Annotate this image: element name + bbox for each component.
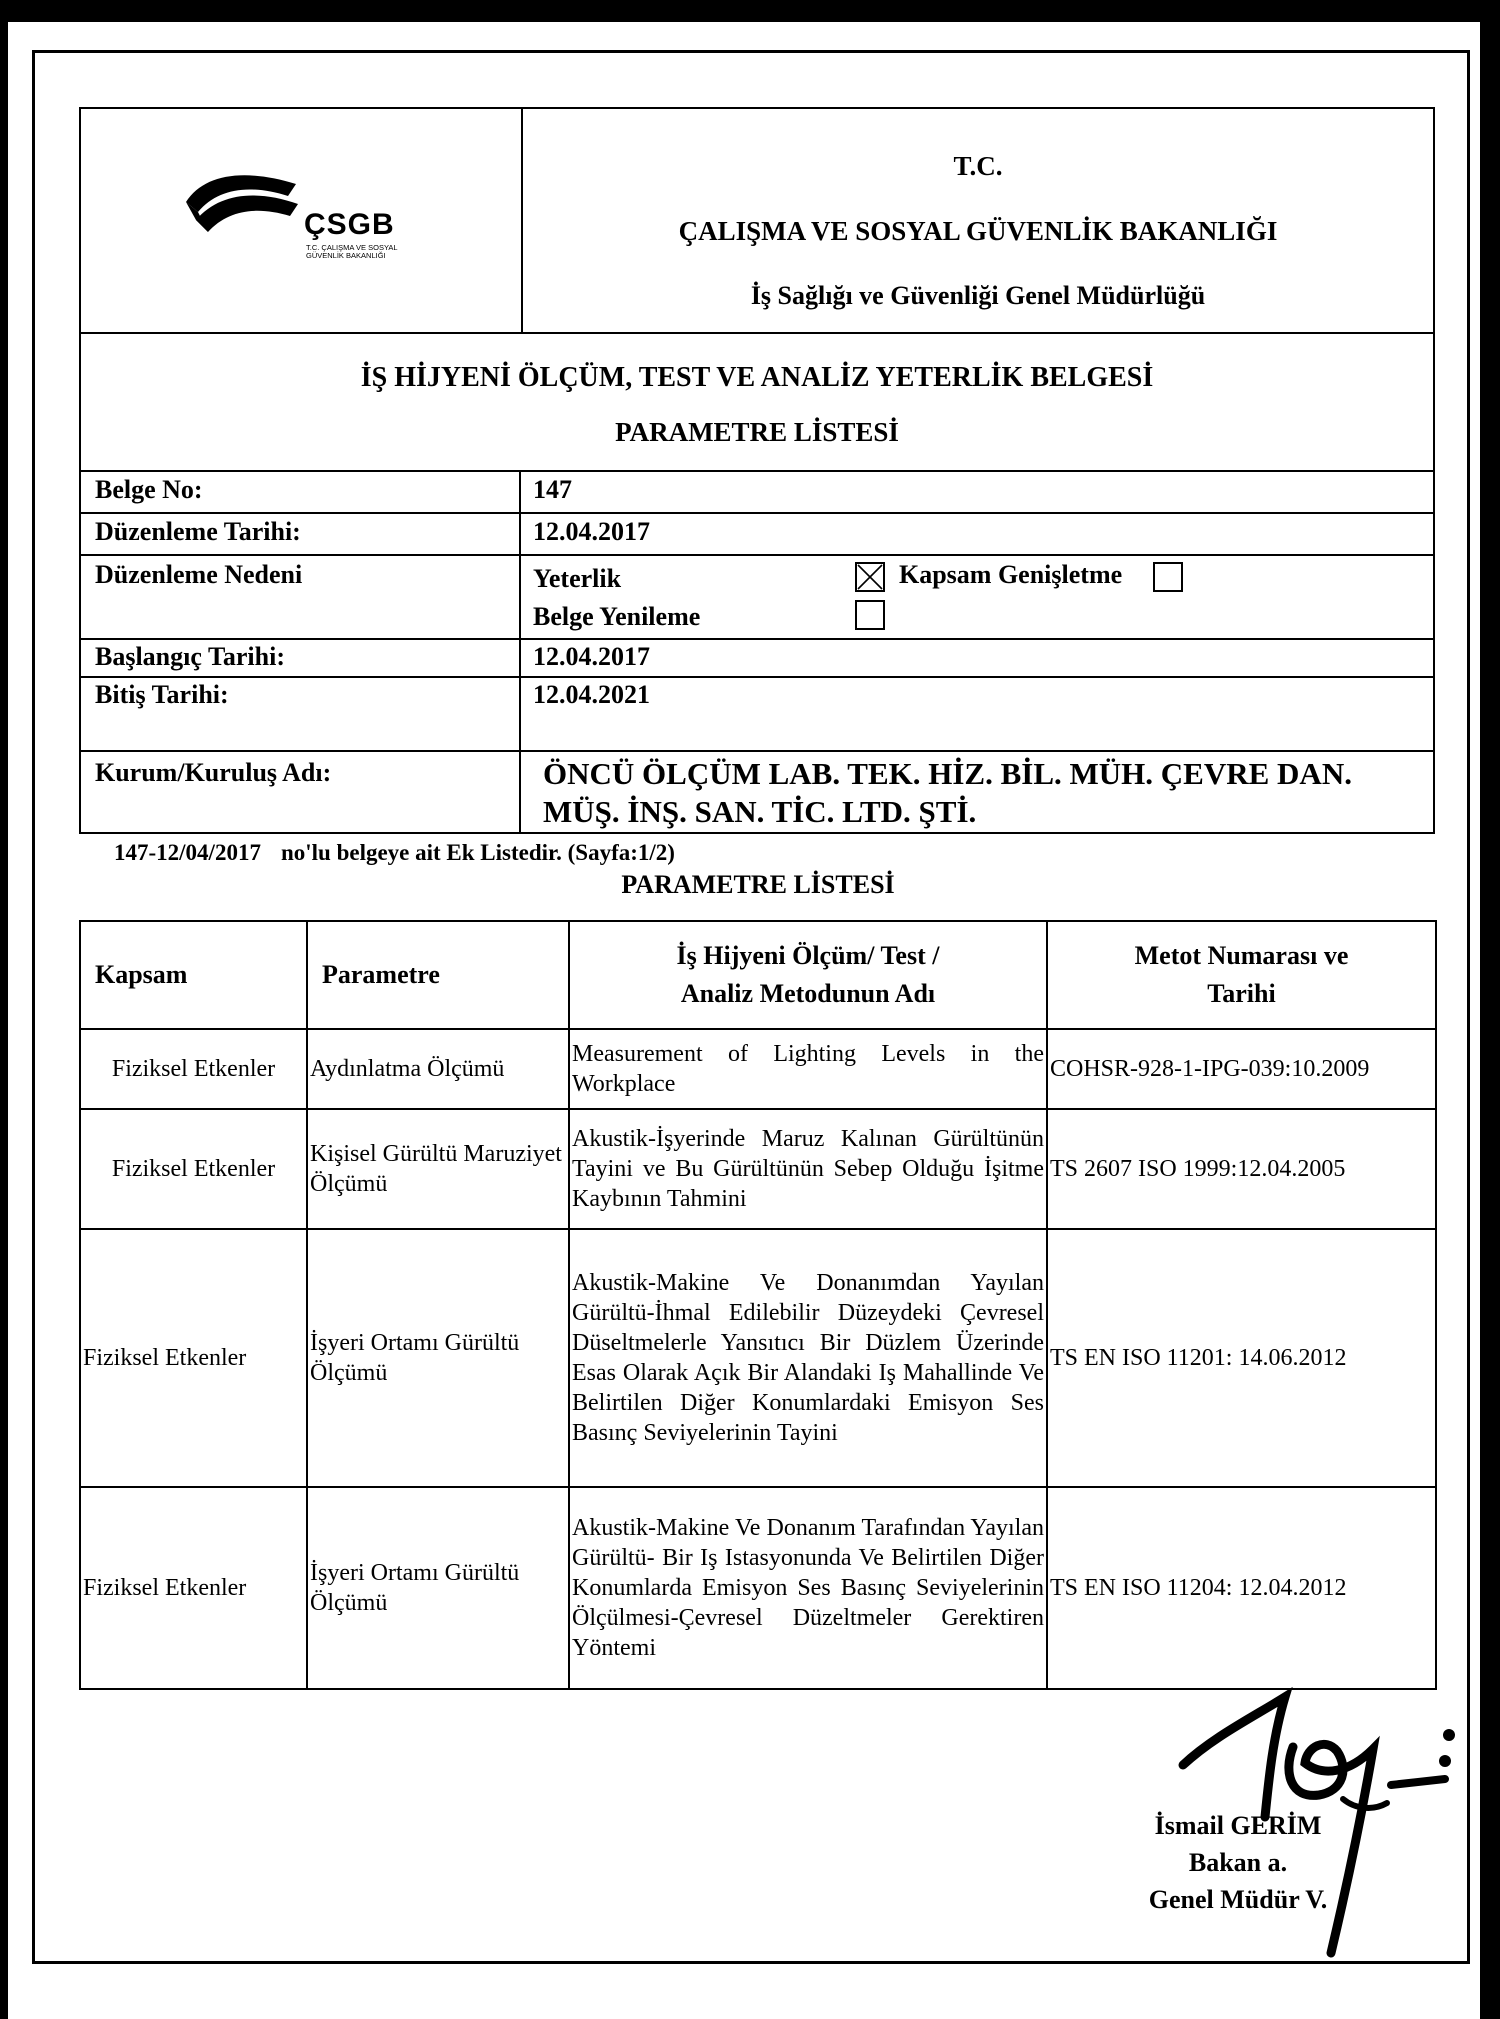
cell-parametre: İşyeri Ortamı Gürültü Ölçümü — [307, 1487, 569, 1689]
cell-kapsam: Fiziksel Etkenler — [80, 1029, 307, 1109]
checkbox-yeterlik — [855, 562, 885, 592]
row-baslangic — [81, 640, 1433, 678]
header-metot-line-1: İş Hijyeni Ölçüm/ Test / — [676, 941, 940, 970]
baslangic-label: Başlangıç Tarihi: — [81, 640, 521, 676]
header-metot-line-2: Analiz Metodunun Adı — [680, 979, 936, 1008]
header-parametre: Parametre — [307, 921, 569, 1029]
cell-kapsam: Fiziksel Etkenler — [80, 1229, 307, 1487]
annex-title: PARAMETRE LİSTESİ — [621, 870, 895, 899]
bitis-label: Bitiş Tarihi: — [81, 678, 521, 750]
row-bitis — [81, 678, 1433, 752]
baslangic-value: 12.04.2017 — [533, 642, 650, 671]
duzenleme-tarihi-label: Düzenleme Tarihi: — [81, 514, 521, 554]
cell-numara: COHSR-928-1-IPG-039:10.2009 — [1047, 1029, 1436, 1109]
annex-ref-number: 147-12/04/2017 — [114, 840, 261, 865]
row-duzenleme-tarihi — [81, 514, 1433, 556]
kurum-label: Kurum/Kuruluş Adı: — [81, 752, 521, 832]
duzenleme-tarihi-value: 12.04.2017 — [533, 517, 650, 546]
ministry-line-2: ÇALIŞMA VE SOSYAL GÜVENLİK BAKANLIĞI — [678, 216, 1278, 246]
header-numara-line-1: Metot Numarası ve — [1134, 941, 1349, 970]
table-row — [80, 1487, 1436, 1689]
cell-kapsam: Fiziksel Etkenler — [80, 1109, 307, 1229]
cell-numara: TS EN ISO 11204: 12.04.2012 — [1047, 1487, 1436, 1689]
header-metot — [569, 921, 1047, 1029]
table-row — [80, 1029, 1436, 1109]
cell-parametre: İşyeri Ortamı Gürültü Ölçümü — [307, 1229, 569, 1487]
option-kapsam-label: Kapsam Genişletme — [899, 560, 1123, 589]
logo-wordmark: ÇSGB — [304, 208, 395, 241]
cell-numara: TS 2607 ISO 1999:12.04.2005 — [1047, 1109, 1436, 1229]
row-belge-no — [81, 472, 1433, 514]
cell-metot: Measurement of Lighting Levels in the Workplace — [569, 1029, 1047, 1109]
document-subtitle: PARAMETRE LİSTESİ — [615, 417, 899, 447]
cell-metot: Akustik-Makine Ve Donanım Tarafından Yayılan Gürültü- Bir Iş Istasyonunda Ve Belirtilen Diğer Konumlarda Emisyon Ses Basınç Seviyelerinin Ölçülmesi-Çevresel Düzeltmeler Gerektiren Yöntemi — [569, 1487, 1047, 1689]
kurum-name-line-1: ÖNCÜ ÖLÇÜM LAB. TEK. HİZ. BİL. MÜH. ÇEVRE DAN. — [543, 756, 1352, 791]
document-title: İŞ HİJYENİ ÖLÇÜM, TEST VE ANALİZ YETERLİK BELGESİ — [360, 362, 1154, 393]
row-duzenleme-nedeni — [81, 556, 1433, 640]
option-yeterlik-label: Yeterlik — [533, 564, 622, 593]
bitis-value: 12.04.2021 — [533, 680, 650, 709]
row-kurum — [81, 752, 1433, 832]
checkbox-kapsam — [1153, 562, 1183, 592]
logo-cell — [81, 109, 523, 332]
checked-x-icon — [857, 564, 883, 590]
csgb-logo-icon — [184, 164, 302, 236]
kurum-name-line-2: MÜŞ. İNŞ. SAN. TİC. LTD. ŞTİ. — [543, 794, 977, 829]
table-header-row — [80, 921, 1436, 1029]
belge-no-value: 147 — [533, 475, 572, 504]
ministry-cell — [523, 109, 1433, 332]
checkbox-yenileme — [855, 600, 885, 630]
cell-parametre: Kişisel Gürültü Maruziyet Ölçümü — [307, 1109, 569, 1229]
belge-no-label: Belge No: — [81, 472, 521, 512]
document-header — [79, 107, 1435, 834]
duzenleme-nedeni-label: Düzenleme Nedeni — [81, 556, 521, 638]
cell-kapsam: Fiziksel Etkenler — [80, 1487, 307, 1689]
document-page — [8, 22, 1480, 2019]
signatory-name: İsmail GERİM — [1154, 1811, 1322, 1840]
cell-metot: Akustik-İşyerinde Maruz Kalınan Gürültünün Tayini ve Bu Gürültünün Sebep Olduğu İşitme Kaybının Tahmini — [569, 1109, 1047, 1229]
cell-metot: Akustik-Makine Ve Donanımdan Yayılan Gürültü-İhmal Edilebilir Düzeydeki Çevresel Düseltmelerle Yansıtıcı Bir Düzlem Üzerinde Esas Olarak Açık Bir Alandaki Iş Mahallinde Ve Belirtilen Diğer Konumlardaki Emisyon Ses Basınç Seviyelerinin Tayini — [569, 1229, 1047, 1487]
kurum-value — [521, 752, 1433, 832]
table-row — [80, 1109, 1436, 1229]
cell-parametre: Aydınlatma Ölçümü — [307, 1029, 569, 1109]
header-numara — [1047, 921, 1436, 1029]
ministry-line-3: İş Sağlığı ve Güvenliği Genel Müdürlüğü — [750, 281, 1206, 310]
signatory-title-1: Bakan a. — [1188, 1848, 1288, 1877]
cell-numara: TS EN ISO 11201: 14.06.2012 — [1047, 1229, 1436, 1487]
duzenleme-nedeni-options — [521, 556, 1433, 638]
header-kapsam: Kapsam — [80, 921, 307, 1029]
signatory-title-2: Genel Müdür V. — [1148, 1885, 1328, 1914]
parameter-table — [79, 920, 1437, 1690]
annex-ref-text: no'lu belgeye ait Ek Listedir. (Sayfa:1/2) — [280, 840, 675, 865]
signatory-block — [1108, 1807, 1368, 1918]
header-numara-line-2: Tarihi — [1207, 979, 1276, 1008]
option-yenileme-label: Belge Yenileme — [533, 602, 701, 631]
annex-reference-line — [114, 840, 695, 866]
logo-subtext: T.C. ÇALIŞMA VE SOSYAL GÜVENLİK BAKANLIĞI — [306, 243, 398, 260]
ministry-line-1: T.C. — [953, 151, 1003, 181]
document-title-block — [81, 334, 1433, 472]
table-row — [80, 1229, 1436, 1487]
